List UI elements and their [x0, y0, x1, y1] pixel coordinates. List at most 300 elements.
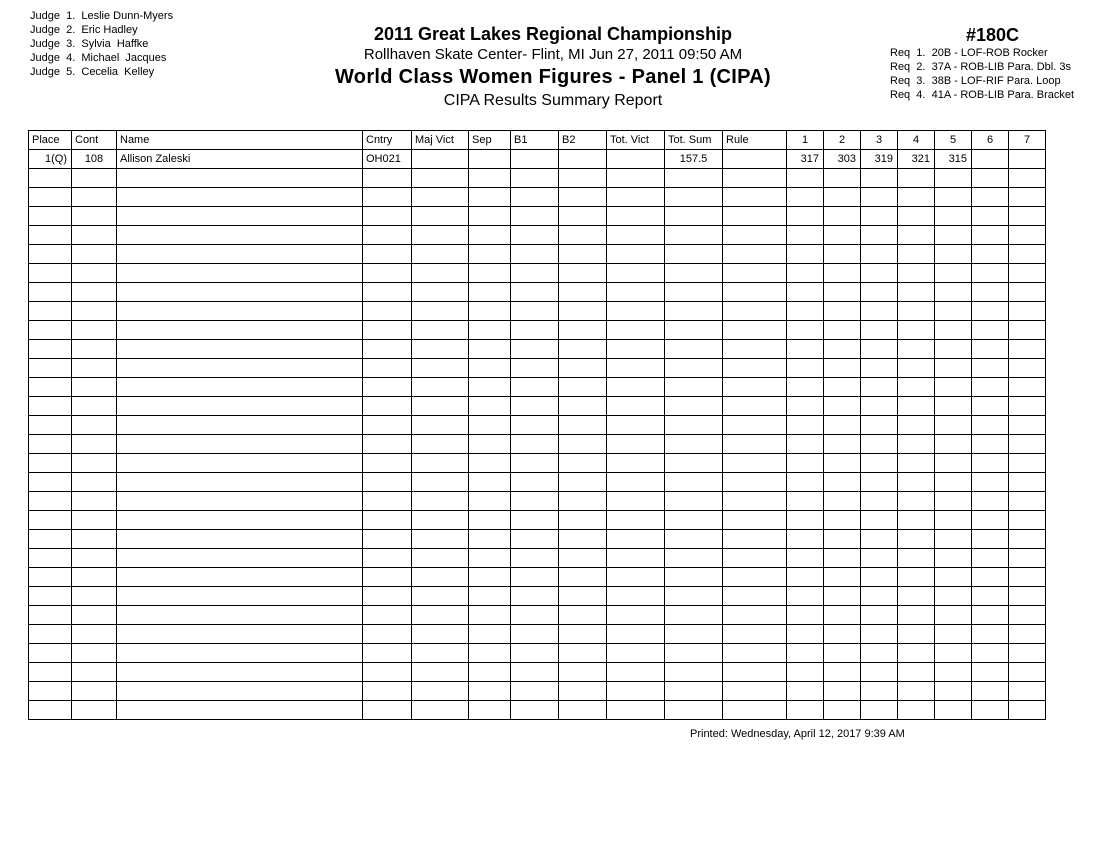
empty-cell — [972, 359, 1009, 378]
report-header — [253, 22, 853, 112]
empty-cell — [29, 302, 72, 321]
empty-cell — [1009, 492, 1046, 511]
empty-cell — [787, 587, 824, 606]
empty-cell — [607, 283, 665, 302]
empty-cell — [787, 169, 824, 188]
empty-table-row — [29, 587, 1046, 606]
empty-cell — [898, 321, 935, 340]
empty-cell — [723, 625, 787, 644]
empty-cell — [412, 169, 469, 188]
cell-sep — [469, 150, 511, 169]
empty-cell — [723, 378, 787, 397]
empty-cell — [898, 587, 935, 606]
empty-cell — [412, 587, 469, 606]
empty-cell — [412, 226, 469, 245]
empty-cell — [824, 644, 861, 663]
empty-cell — [511, 245, 559, 264]
empty-cell — [898, 625, 935, 644]
empty-cell — [117, 435, 363, 454]
empty-cell — [861, 378, 898, 397]
empty-cell — [117, 511, 363, 530]
requirement-entry: Req 3. 38B - LOF-RIF Para. Loop — [890, 75, 1061, 87]
empty-cell — [723, 530, 787, 549]
empty-cell — [972, 169, 1009, 188]
empty-cell — [72, 207, 117, 226]
empty-cell — [511, 302, 559, 321]
empty-cell — [363, 587, 412, 606]
empty-cell — [1009, 587, 1046, 606]
empty-cell — [1009, 264, 1046, 283]
empty-cell — [511, 207, 559, 226]
empty-cell — [1009, 226, 1046, 245]
empty-cell — [1009, 283, 1046, 302]
venue-line: Rollhaven Skate Center- Flint, MI Jun 27, 2011 09:50 AM — [363, 46, 743, 63]
empty-table-row — [29, 169, 1046, 188]
empty-cell — [117, 701, 363, 720]
empty-cell — [898, 549, 935, 568]
empty-cell — [1009, 606, 1046, 625]
empty-cell — [412, 207, 469, 226]
empty-cell — [972, 188, 1009, 207]
empty-cell — [607, 606, 665, 625]
empty-cell — [935, 644, 972, 663]
judge-entry: Judge 5. Cecelia Kelley — [30, 66, 155, 78]
empty-cell — [665, 435, 723, 454]
empty-cell — [861, 169, 898, 188]
empty-table-row — [29, 530, 1046, 549]
empty-cell — [29, 606, 72, 625]
judge-entry: Judge 4. Michael Jacques — [30, 52, 167, 64]
empty-cell — [607, 188, 665, 207]
empty-cell — [511, 473, 559, 492]
empty-cell — [665, 511, 723, 530]
empty-cell — [898, 435, 935, 454]
col-header-place: Place — [29, 131, 72, 150]
empty-cell — [559, 359, 607, 378]
empty-cell — [665, 682, 723, 701]
empty-cell — [723, 454, 787, 473]
empty-cell — [665, 207, 723, 226]
empty-cell — [723, 549, 787, 568]
empty-cell — [29, 169, 72, 188]
empty-table-row — [29, 644, 1046, 663]
empty-cell — [898, 701, 935, 720]
empty-cell — [1009, 340, 1046, 359]
empty-cell — [29, 226, 72, 245]
empty-cell — [363, 644, 412, 663]
empty-cell — [511, 492, 559, 511]
empty-cell — [511, 625, 559, 644]
empty-cell — [559, 169, 607, 188]
empty-cell — [787, 606, 824, 625]
empty-cell — [723, 226, 787, 245]
empty-cell — [511, 587, 559, 606]
empty-cell — [72, 644, 117, 663]
empty-cell — [117, 454, 363, 473]
empty-cell — [363, 264, 412, 283]
empty-cell — [787, 435, 824, 454]
empty-cell — [935, 264, 972, 283]
empty-cell — [972, 701, 1009, 720]
empty-cell — [935, 454, 972, 473]
empty-cell — [861, 397, 898, 416]
empty-cell — [607, 530, 665, 549]
empty-cell — [723, 701, 787, 720]
judge-entry: Judge 2. Eric Hadley — [30, 24, 138, 36]
empty-cell — [511, 359, 559, 378]
empty-cell — [935, 587, 972, 606]
empty-cell — [935, 530, 972, 549]
empty-cell — [787, 682, 824, 701]
empty-cell — [824, 701, 861, 720]
empty-cell — [972, 492, 1009, 511]
empty-cell — [723, 663, 787, 682]
empty-cell — [469, 473, 511, 492]
empty-cell — [824, 226, 861, 245]
empty-cell — [824, 492, 861, 511]
empty-cell — [469, 321, 511, 340]
col-header-judge-2: 2 — [824, 131, 861, 150]
empty-cell — [935, 568, 972, 587]
empty-cell — [559, 644, 607, 663]
empty-cell — [511, 435, 559, 454]
empty-table-row — [29, 473, 1046, 492]
event-number: #180C — [965, 25, 1020, 45]
empty-cell — [824, 511, 861, 530]
empty-cell — [559, 511, 607, 530]
col-header-judge-1: 1 — [787, 131, 824, 150]
empty-cell — [117, 549, 363, 568]
empty-cell — [607, 207, 665, 226]
cell-cont: 108 — [72, 150, 117, 169]
empty-cell — [898, 245, 935, 264]
empty-cell — [898, 226, 935, 245]
table-row — [29, 150, 1046, 169]
empty-cell — [824, 435, 861, 454]
empty-cell — [787, 397, 824, 416]
empty-cell — [898, 397, 935, 416]
empty-cell — [117, 606, 363, 625]
empty-cell — [861, 283, 898, 302]
results-body — [29, 150, 1046, 720]
cell-b1 — [511, 150, 559, 169]
event-title: World Class Women Figures - Panel 1 (CIPA) — [334, 66, 771, 88]
empty-cell — [972, 321, 1009, 340]
empty-cell — [972, 549, 1009, 568]
empty-cell — [665, 245, 723, 264]
empty-cell — [607, 169, 665, 188]
empty-cell — [412, 625, 469, 644]
empty-cell — [665, 378, 723, 397]
empty-cell — [824, 188, 861, 207]
empty-cell — [469, 663, 511, 682]
empty-cell — [723, 283, 787, 302]
empty-cell — [898, 340, 935, 359]
empty-cell — [363, 359, 412, 378]
empty-cell — [117, 397, 363, 416]
empty-cell — [1009, 321, 1046, 340]
empty-cell — [559, 435, 607, 454]
empty-cell — [861, 454, 898, 473]
empty-cell — [723, 568, 787, 587]
empty-cell — [363, 606, 412, 625]
empty-cell — [117, 340, 363, 359]
empty-cell — [29, 644, 72, 663]
empty-table-row — [29, 492, 1046, 511]
empty-cell — [861, 549, 898, 568]
empty-cell — [665, 302, 723, 321]
empty-cell — [824, 302, 861, 321]
empty-cell — [469, 530, 511, 549]
empty-cell — [29, 435, 72, 454]
empty-cell — [861, 530, 898, 549]
empty-cell — [117, 169, 363, 188]
empty-cell — [559, 207, 607, 226]
empty-cell — [607, 416, 665, 435]
empty-cell — [787, 207, 824, 226]
empty-cell — [787, 625, 824, 644]
empty-cell — [72, 530, 117, 549]
empty-cell — [861, 302, 898, 321]
empty-cell — [412, 340, 469, 359]
col-header-sep: Sep — [469, 131, 511, 150]
empty-cell — [363, 207, 412, 226]
empty-cell — [29, 207, 72, 226]
empty-cell — [559, 454, 607, 473]
empty-cell — [607, 226, 665, 245]
empty-cell — [972, 530, 1009, 549]
empty-cell — [559, 378, 607, 397]
empty-cell — [511, 549, 559, 568]
empty-cell — [412, 492, 469, 511]
empty-cell — [412, 644, 469, 663]
empty-cell — [824, 416, 861, 435]
empty-table-row — [29, 207, 1046, 226]
empty-table-row — [29, 378, 1046, 397]
empty-cell — [511, 340, 559, 359]
empty-cell — [824, 321, 861, 340]
empty-cell — [511, 264, 559, 283]
empty-cell — [363, 663, 412, 682]
empty-cell — [117, 188, 363, 207]
empty-cell — [72, 625, 117, 644]
empty-cell — [469, 511, 511, 530]
empty-cell — [972, 435, 1009, 454]
empty-cell — [607, 378, 665, 397]
empty-cell — [665, 454, 723, 473]
empty-cell — [972, 226, 1009, 245]
empty-cell — [861, 245, 898, 264]
empty-cell — [898, 359, 935, 378]
empty-cell — [972, 644, 1009, 663]
empty-cell — [861, 321, 898, 340]
empty-cell — [1009, 530, 1046, 549]
empty-cell — [898, 264, 935, 283]
col-header-judge-4: 4 — [898, 131, 935, 150]
empty-cell — [898, 682, 935, 701]
col-header-judge-3: 3 — [861, 131, 898, 150]
empty-cell — [29, 663, 72, 682]
empty-cell — [117, 226, 363, 245]
empty-cell — [1009, 568, 1046, 587]
empty-cell — [412, 663, 469, 682]
empty-cell — [607, 359, 665, 378]
empty-cell — [72, 549, 117, 568]
empty-cell — [935, 359, 972, 378]
empty-cell — [723, 397, 787, 416]
empty-cell — [363, 492, 412, 511]
empty-table-row — [29, 435, 1046, 454]
empty-cell — [72, 568, 117, 587]
empty-cell — [559, 568, 607, 587]
empty-cell — [72, 340, 117, 359]
empty-cell — [898, 416, 935, 435]
empty-cell — [787, 302, 824, 321]
col-header-tot-vict: Tot. Vict — [607, 131, 665, 150]
empty-table-row — [29, 264, 1046, 283]
empty-cell — [861, 264, 898, 283]
empty-cell — [824, 245, 861, 264]
empty-cell — [559, 625, 607, 644]
requirement-entry: Req 1. 20B - LOF-ROB Rocker — [890, 47, 1048, 59]
empty-cell — [29, 283, 72, 302]
empty-cell — [469, 359, 511, 378]
empty-cell — [972, 568, 1009, 587]
empty-cell — [824, 682, 861, 701]
empty-cell — [898, 207, 935, 226]
empty-cell — [607, 587, 665, 606]
empty-cell — [29, 568, 72, 587]
empty-cell — [787, 473, 824, 492]
cell-judge-4: 321 — [898, 150, 935, 169]
event-info — [890, 24, 1095, 102]
empty-cell — [1009, 207, 1046, 226]
empty-cell — [898, 663, 935, 682]
empty-cell — [665, 606, 723, 625]
empty-cell — [723, 321, 787, 340]
empty-cell — [72, 245, 117, 264]
empty-cell — [607, 264, 665, 283]
empty-cell — [363, 302, 412, 321]
empty-cell — [861, 359, 898, 378]
empty-cell — [72, 359, 117, 378]
empty-cell — [72, 378, 117, 397]
empty-cell — [511, 397, 559, 416]
empty-cell — [72, 511, 117, 530]
judge-entry: Judge 3. Sylvia Haffke — [30, 38, 149, 50]
empty-cell — [861, 701, 898, 720]
empty-cell — [787, 188, 824, 207]
empty-cell — [1009, 663, 1046, 682]
empty-cell — [787, 549, 824, 568]
empty-cell — [898, 283, 935, 302]
empty-cell — [898, 302, 935, 321]
empty-cell — [511, 321, 559, 340]
empty-cell — [665, 549, 723, 568]
empty-cell — [363, 568, 412, 587]
cell-rule — [723, 150, 787, 169]
empty-table-row — [29, 663, 1046, 682]
empty-cell — [117, 264, 363, 283]
empty-cell — [824, 340, 861, 359]
empty-cell — [935, 378, 972, 397]
empty-cell — [723, 435, 787, 454]
empty-cell — [898, 492, 935, 511]
empty-cell — [861, 226, 898, 245]
cell-judge-2: 303 — [824, 150, 861, 169]
empty-cell — [559, 397, 607, 416]
empty-cell — [29, 682, 72, 701]
empty-cell — [511, 568, 559, 587]
empty-cell — [72, 663, 117, 682]
empty-cell — [469, 701, 511, 720]
empty-cell — [363, 188, 412, 207]
empty-cell — [861, 682, 898, 701]
empty-cell — [72, 264, 117, 283]
empty-cell — [117, 682, 363, 701]
cell-tot-sum: 157.5 — [665, 150, 723, 169]
empty-cell — [29, 188, 72, 207]
empty-cell — [787, 264, 824, 283]
empty-cell — [665, 359, 723, 378]
empty-cell — [972, 625, 1009, 644]
empty-cell — [1009, 625, 1046, 644]
empty-cell — [412, 245, 469, 264]
empty-cell — [29, 701, 72, 720]
empty-cell — [72, 492, 117, 511]
empty-cell — [72, 701, 117, 720]
empty-cell — [72, 682, 117, 701]
empty-table-row — [29, 188, 1046, 207]
empty-table-row — [29, 682, 1046, 701]
empty-cell — [824, 568, 861, 587]
empty-cell — [665, 340, 723, 359]
empty-cell — [972, 587, 1009, 606]
cell-judge-6 — [972, 150, 1009, 169]
empty-cell — [861, 606, 898, 625]
empty-cell — [607, 454, 665, 473]
empty-cell — [972, 511, 1009, 530]
empty-cell — [824, 454, 861, 473]
col-header-maj-vict: Maj Vict — [412, 131, 469, 150]
empty-cell — [72, 606, 117, 625]
empty-cell — [29, 492, 72, 511]
empty-cell — [607, 492, 665, 511]
empty-cell — [824, 359, 861, 378]
requirement-entry: Req 2. 37A - ROB-LIB Para. Dbl. 3s — [890, 61, 1071, 73]
empty-cell — [29, 359, 72, 378]
empty-cell — [972, 606, 1009, 625]
empty-cell — [935, 169, 972, 188]
empty-cell — [824, 207, 861, 226]
empty-cell — [1009, 511, 1046, 530]
empty-cell — [363, 245, 412, 264]
empty-cell — [972, 454, 1009, 473]
empty-cell — [511, 511, 559, 530]
empty-cell — [787, 416, 824, 435]
empty-cell — [898, 473, 935, 492]
empty-cell — [412, 435, 469, 454]
empty-cell — [787, 530, 824, 549]
empty-cell — [972, 397, 1009, 416]
empty-cell — [861, 188, 898, 207]
empty-cell — [363, 530, 412, 549]
empty-cell — [787, 378, 824, 397]
empty-cell — [787, 226, 824, 245]
empty-cell — [824, 587, 861, 606]
empty-cell — [559, 302, 607, 321]
empty-table-row — [29, 511, 1046, 530]
